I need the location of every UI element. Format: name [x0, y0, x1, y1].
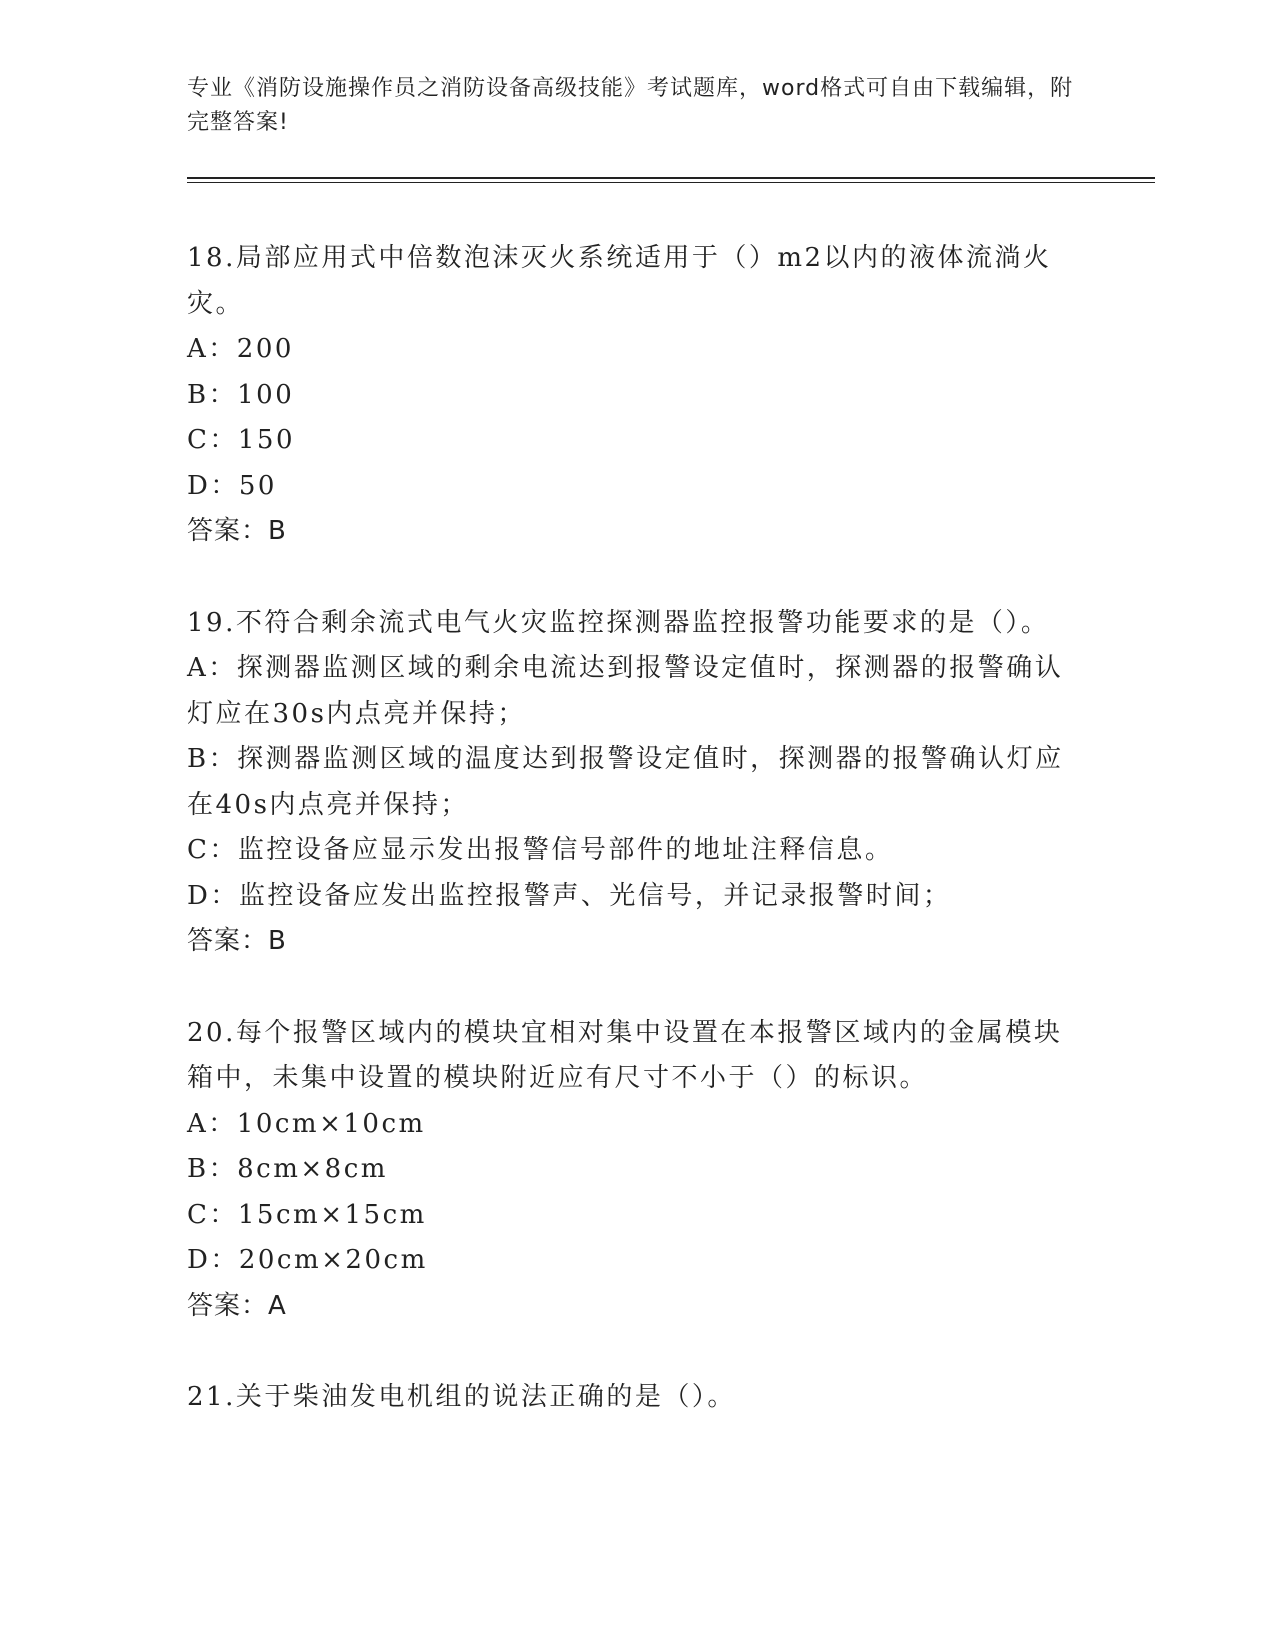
option-b: B：探测器监测区域的温度达到报警设定值时，探测器的报警确认灯应在40s内点亮并保持；	[187, 744, 1064, 820]
question-19	[187, 601, 1087, 965]
option-c: C：监控设备应显示发出报警信号部件的地址注释信息。	[187, 835, 894, 865]
option-c: C：15cm×15cm	[187, 1199, 427, 1230]
option-c: C：150	[187, 425, 296, 455]
header-divider-thick	[187, 177, 1155, 179]
question-20	[187, 1011, 1087, 1330]
answer-label: 答案：B	[187, 926, 287, 956]
question-18	[187, 236, 1087, 555]
header-divider-thin	[187, 182, 1155, 183]
question-stem: 18.局部应用式中倍数泡沫灭火系统适用于（）m2以内的液体流淌火灾。	[187, 243, 1052, 319]
answer-label: 答案：A	[187, 1290, 287, 1321]
document-header: 专业《消防设施操作员之消防设备高级技能》考试题库，word格式可自由下载编辑，附完整答案!	[187, 76, 1074, 135]
question-stem: 20.每个报警区域内的模块宜相对集中设置在本报警区域内的金属模块箱中，未集中设置的模块附近应有尺寸不小于（）的标识。	[187, 1017, 1063, 1093]
option-a: A：探测器监测区域的剩余电流达到报警设定值时，探测器的报警确认灯应在30s内点亮并保持；	[187, 653, 1064, 729]
option-a: A：200	[187, 334, 294, 364]
answer-label: 答案：B	[187, 516, 287, 546]
question-21	[187, 1375, 1087, 1421]
question-stem: 19.不符合剩余流式电气火灾监控探测器监控报警功能要求的是（）。	[187, 607, 1050, 638]
option-d: D：监控设备应发出监控报警声、光信号，并记录报警时间；	[187, 880, 952, 911]
option-b: B：8cm×8cm	[187, 1154, 388, 1184]
option-d: D：20cm×20cm	[187, 1245, 428, 1275]
question-stem: 21.关于柴油发电机组的说法正确的是（）。	[187, 1382, 736, 1412]
option-d: D：50	[187, 470, 277, 501]
option-a: A：10cm×10cm	[187, 1108, 426, 1139]
question-list	[187, 236, 1087, 1467]
option-b: B：100	[187, 379, 295, 410]
